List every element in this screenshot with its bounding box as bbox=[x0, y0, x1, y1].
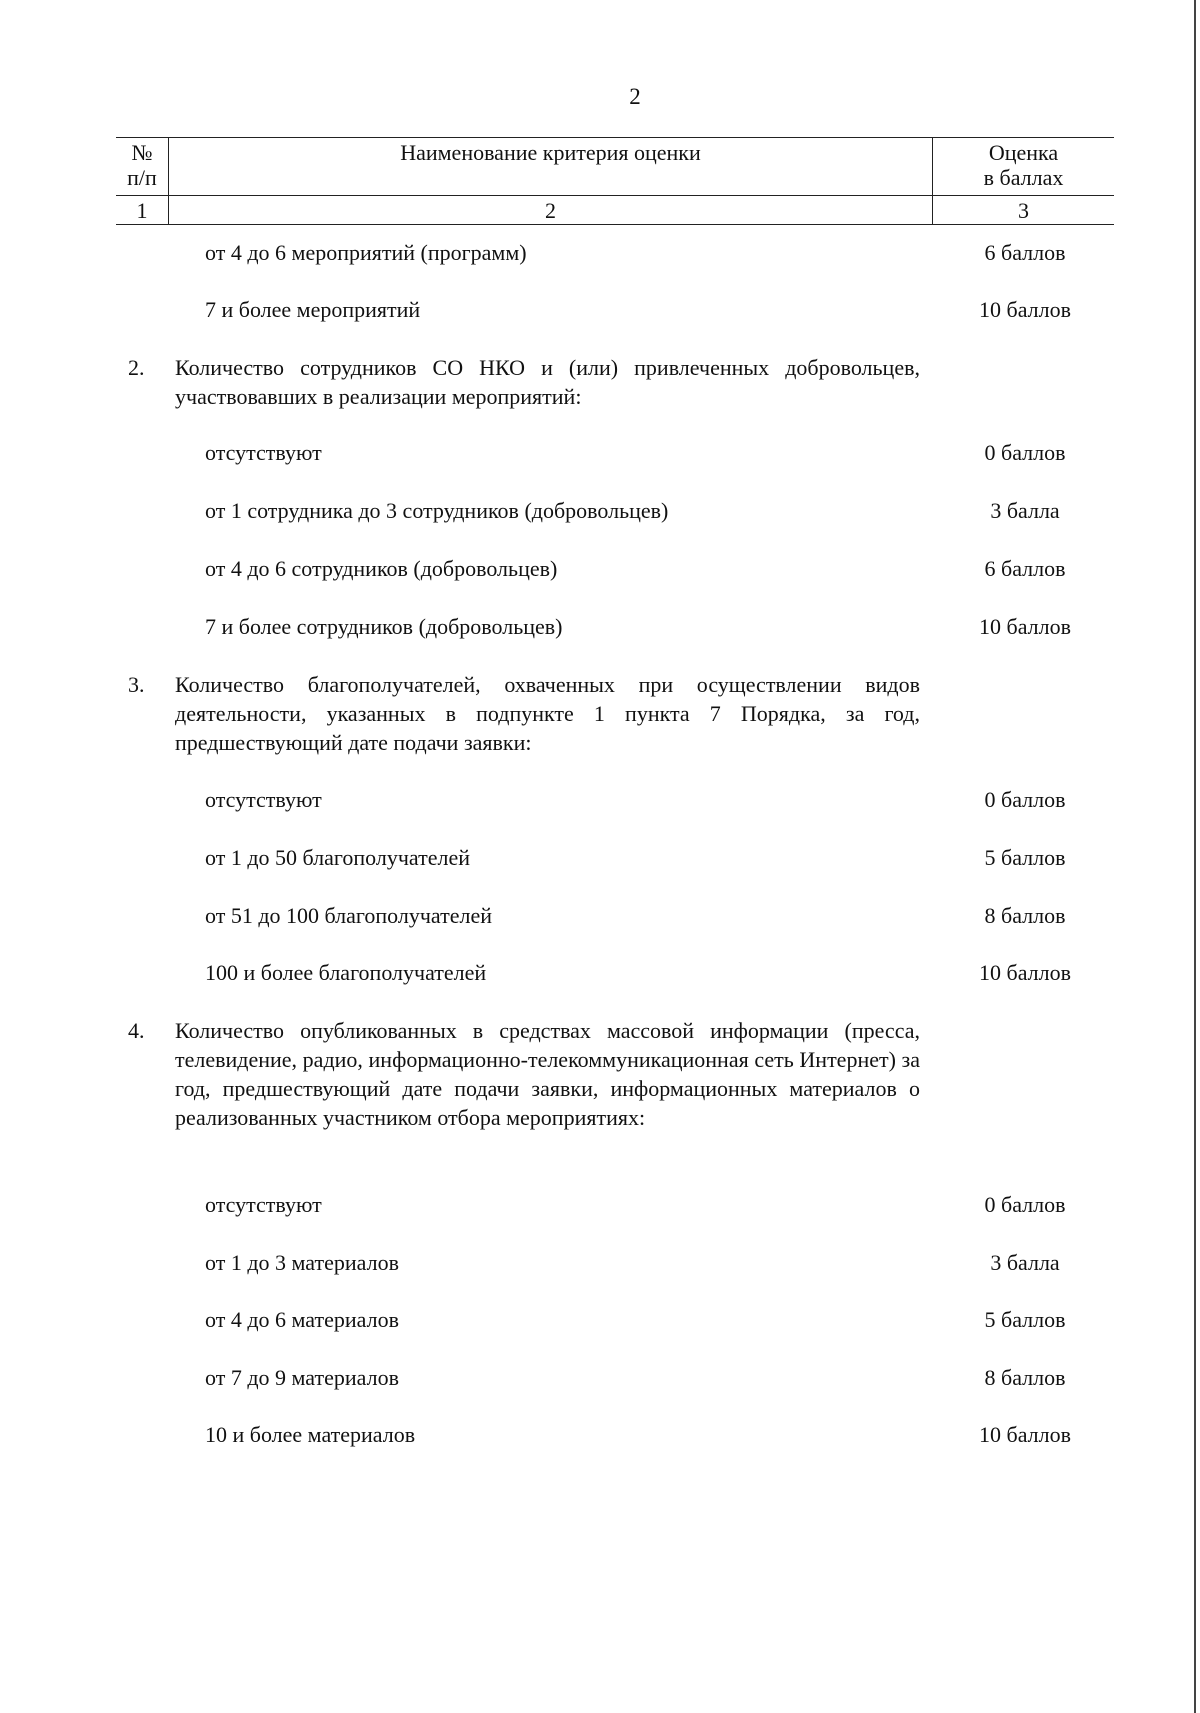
column-criterion-title: Наименование критерия оценки bbox=[400, 140, 701, 165]
header-bottom-rule bbox=[116, 224, 1114, 225]
item-score: 3 балла bbox=[990, 498, 1060, 523]
column-index-3: 3 bbox=[1018, 198, 1029, 223]
criterion-number: 4. bbox=[128, 1018, 145, 1043]
item-score: 0 баллов bbox=[984, 787, 1066, 812]
item-score: 6 баллов bbox=[984, 240, 1066, 265]
item-text: 7 и более сотрудников (добровольцев) bbox=[205, 614, 563, 639]
item-score: 0 баллов bbox=[984, 1192, 1066, 1217]
item-score: 5 баллов bbox=[984, 845, 1066, 870]
header-middle-rule bbox=[116, 195, 1114, 196]
criterion-title: Количество опубликованных в средствах массовой информации (пресса, телевидение, радио, информационно-телекоммуникационная сеть Интернет) за год, предшествующий дате подачи заявки, информационных материалов о реализованных участником отбора мероприятиях: bbox=[175, 1018, 920, 1130]
column-index-2: 2 bbox=[545, 198, 556, 223]
item-text: отсутствуют bbox=[205, 440, 322, 465]
criterion-number: 3. bbox=[128, 672, 145, 697]
item-score: 0 баллов bbox=[984, 440, 1066, 465]
table-header bbox=[116, 137, 1114, 225]
item-score: 5 баллов bbox=[984, 1307, 1066, 1332]
header-top-rule bbox=[116, 137, 1114, 138]
item-score: 8 баллов bbox=[984, 903, 1066, 928]
item-text: от 1 до 50 благополучателей bbox=[205, 845, 470, 870]
item-score: 10 баллов bbox=[979, 297, 1071, 322]
criterion-title: Количество сотрудников СО НКО и (или) привлеченных добровольцев, участвовавших в реализации мероприятий: bbox=[175, 355, 920, 409]
column-number-title: № п/п bbox=[127, 140, 157, 190]
item-text: от 7 до 9 материалов bbox=[205, 1365, 399, 1390]
item-text: отсутствуют bbox=[205, 1192, 322, 1217]
column-index-1: 1 bbox=[136, 198, 148, 223]
item-score: 8 баллов bbox=[984, 1365, 1066, 1390]
criterion-title: Количество благополучателей, охваченных при осуществлении видов деятельности, указанных в подпункте 1 пункта 7 Порядка, за год, предшествующий дате подачи заявки: bbox=[175, 672, 920, 755]
item-text: от 1 сотрудника до 3 сотрудников (добровольцев) bbox=[205, 498, 669, 523]
item-score: 6 баллов bbox=[984, 556, 1066, 581]
item-text: 100 и более благополучателей bbox=[205, 960, 487, 985]
item-text: от 4 до 6 материалов bbox=[205, 1307, 399, 1332]
item-text: 7 и более мероприятий bbox=[205, 297, 421, 322]
item-text: от 1 до 3 материалов bbox=[205, 1250, 399, 1275]
item-text: от 4 до 6 мероприятий (программ) bbox=[205, 240, 527, 265]
item-score: 10 баллов bbox=[979, 1422, 1071, 1447]
item-text: отсутствуют bbox=[205, 787, 322, 812]
item-score: 3 балла bbox=[990, 1250, 1060, 1275]
scan-edge bbox=[1194, 0, 1196, 1713]
page-number: 2 bbox=[629, 84, 641, 109]
item-text: 10 и более материалов bbox=[205, 1422, 416, 1447]
criterion-number: 2. bbox=[128, 355, 145, 380]
item-score: 10 баллов bbox=[979, 614, 1071, 639]
item-score: 10 баллов bbox=[979, 960, 1071, 985]
item-text: от 51 до 100 благополучателей bbox=[205, 903, 492, 928]
item-text: от 4 до 6 сотрудников (добровольцев) bbox=[205, 556, 558, 581]
column-score-title: Оценка в баллах bbox=[983, 140, 1064, 190]
